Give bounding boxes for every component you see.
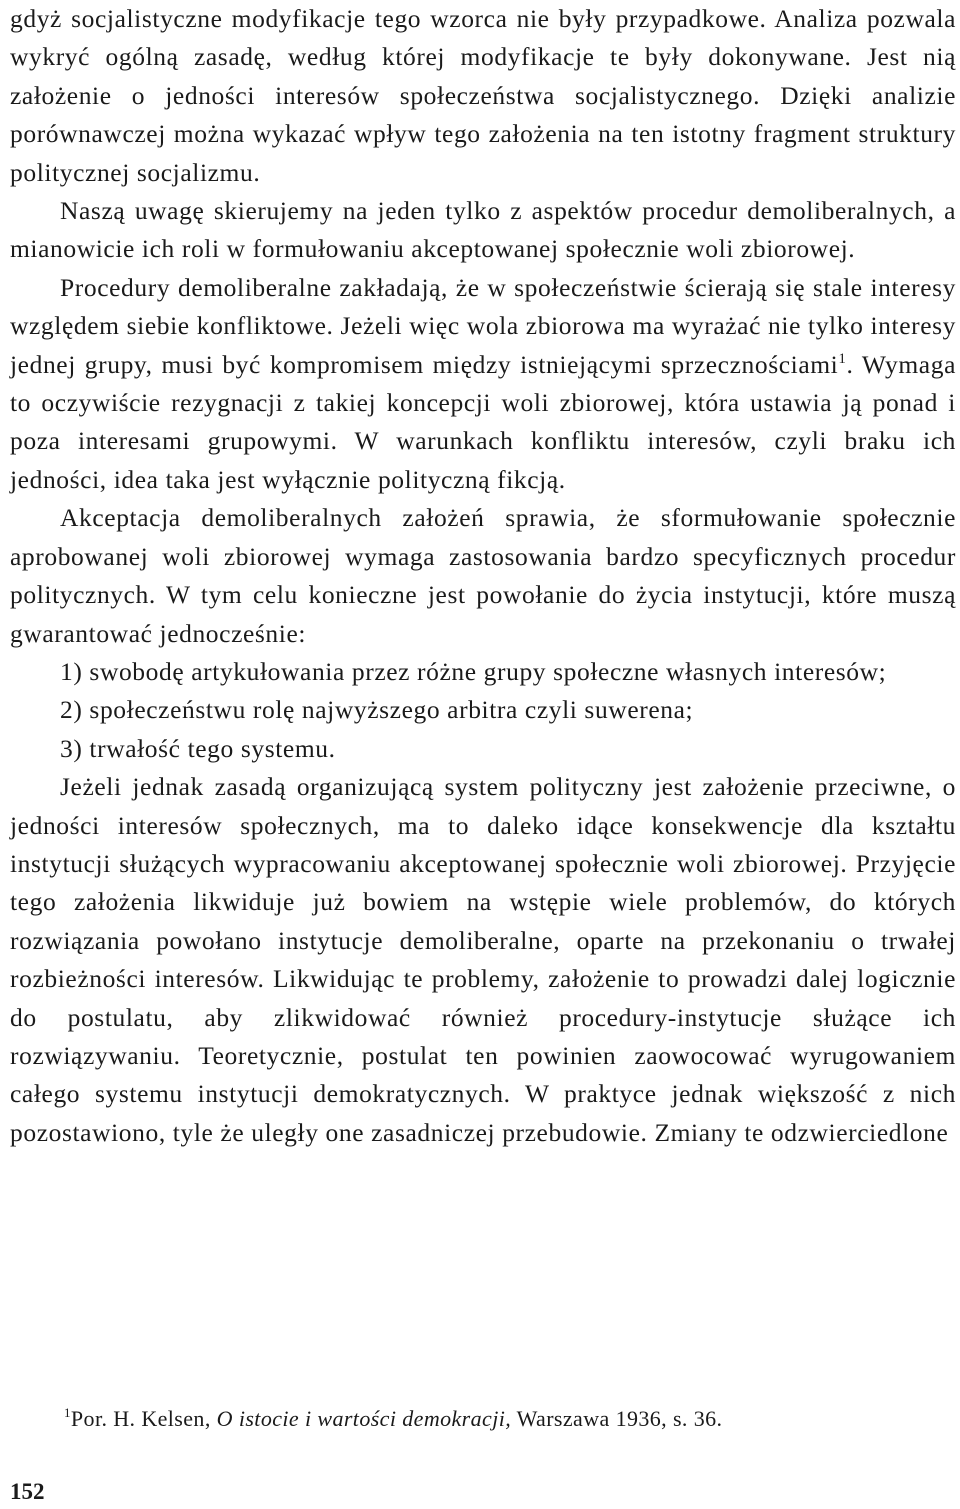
footnote [64,1404,944,1434]
footnote-prefix: Por. H. Kelsen, [70,1406,217,1431]
list-item-2: 2) społeczeństwu rolę najwyższego arbitra czyli suwerena; [60,695,694,725]
page-number: 152 [10,1479,45,1504]
footnote-reference: 1 [838,350,847,367]
body-text [10,0,956,1152]
paragraph-3-part-a: Procedury demoliberalne zakładają, że w społeczeństwie ścierają się stale interesy względem siebie konfliktowe. Jeżeli więc wola zbiorowa ma wyrażać nie tylko interesy jednej grupy, musi być kompromisem między istniejącymi sprzecznościami [10,272,956,379]
paragraph-1: gdyż socjalistyczne modyfikacje tego wzorca nie były przypadkowe. Analiza pozwala wykryć ogólną zasadę, według której modyfikacje te były dokonywane. Jest nią założenie o jedności interesów społeczeństwa socjalistycznego. Dzięki analizie porównawczej można wykazać wpływ tego założenia na ten istotny fragment struktury politycznej socjalizmu. [10,4,956,187]
paragraph-4: Akceptacja demoliberalnych założeń sprawia, że sformułowanie społecznie aprobowanej woli zbiorowej wymaga zastosowania bardzo specyficznych procedur politycznych. W tym celu konieczne jest powołanie do życia instytucji, które muszą gwarantować jednocześnie: [10,503,956,648]
footnote-title: O istocie i wartości demokracji, [216,1406,512,1431]
paragraph-5: Jeżeli jednak zasadą organizującą system polityczny jest założenie przeciwne, o jedności interesów społecznych, ma to daleko idące konsekwencje dla kształtu instytucji służących wypracowaniu akceptowanej społecznie woli zbiorowej. Przyjęcie tego założenia likwiduje już bowiem na wstępie wiele problemów, do których rozwiązania powołano instytucje demoliberalne, oparte na przekonaniu o trwałej rozbieżności interesów. Likwidując te problemy, założenie to prowadzi dalej logicznie do postulatu, aby zlikwidować również procedury-instytucje służące ich rozwiązywaniu. Teoretycznie, postulat ten powinien zaowocować wyrugowaniem całego systemu instytucji demokratycznych. W praktyce jednak większość z nich pozostawiono, tyle że uległy one zasadniczej przebudowie. Zmiany te odzwierciedlone [10,772,956,1147]
list-item-1: 1) swobodę artykułowania przez różne grupy społeczne własnych interesów; [60,656,887,686]
list-item-3: 3) trwałość tego systemu. [60,733,336,763]
footnote-marker: 1 [64,1405,71,1420]
paragraph-3-part-b: . Wymaga to oczywiście rezygnacji z takiej koncepcji woli zbiorowej, która ustawia ją ponad i poza interesami grupowymi. W warunkach konfliktu interesów, czyli braku ich jedności, idea taka jest wyłącznie polityczną fikcją. [10,349,956,494]
footnote-suffix: Warszawa 1936, s. 36. [511,1406,723,1431]
paragraph-3 [10,269,956,499]
paragraph-2: Naszą uwagę skierujemy na jeden tylko z aspektów procedur demoliberalnych, a mianowicie ich roli w formułowaniu akceptowanej społecznie woli zbiorowej. [10,196,956,264]
